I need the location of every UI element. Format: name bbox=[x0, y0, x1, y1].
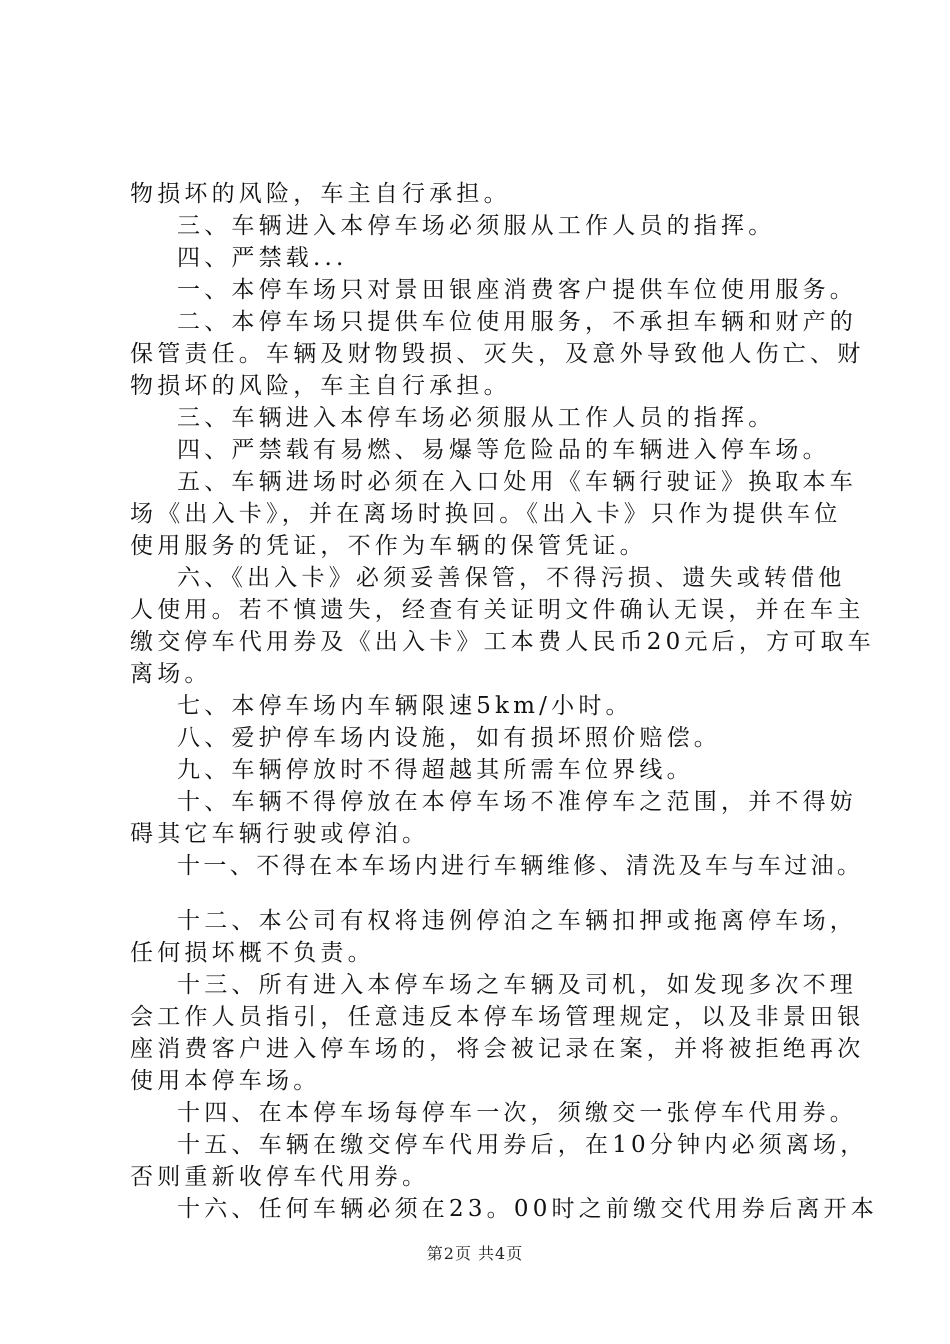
text-line: 缴交停车代用券及《出入卡》工本费人民币20元后，方可取车 bbox=[130, 629, 875, 655]
text-line: 十三、所有进入本停车场之车辆及司机，如发现多次不理 bbox=[177, 972, 857, 998]
text-line: 否则重新收停车代用券。 bbox=[130, 1164, 430, 1190]
text-line: 座消费客户进入停车场的，将会被记录在案，并将被拒绝再次 bbox=[130, 1036, 865, 1062]
text-line: 十二、本公司有权将违例停泊之车辆扣押或拖离停车场， bbox=[177, 908, 857, 934]
text-line: 四、严禁载有易燃、易爆等危险品的车辆进入停车场。 bbox=[177, 437, 830, 463]
text-line: 物损坏的风险，车主自行承担。 bbox=[130, 373, 511, 399]
text-line: 十五、车辆在缴交停车代用券后，在10分钟内必须离场， bbox=[177, 1132, 868, 1158]
text-line: 七、本停车场内车辆限速5km/小时。 bbox=[177, 693, 633, 719]
text-line: 六、《出入卡》必须妥善保管，不得污损、遗失或转借他 bbox=[177, 565, 846, 591]
text-line: 使用本停车场。 bbox=[130, 1068, 321, 1094]
text-line: 碍其它车辆行驶或停泊。 bbox=[130, 821, 430, 847]
text-line: 场《出入卡》，并在离场时换回。《出入卡》只作为提供车位 bbox=[130, 501, 842, 527]
text-line: 九、车辆停放时不得超越其所需车位界线。 bbox=[177, 757, 694, 783]
text-line: 一、本停车场只对景田银座消费客户提供车位使用服务。 bbox=[177, 277, 857, 303]
text-line: 任何损坏概不负责。 bbox=[130, 940, 375, 966]
text-line: 三、车辆进入本停车场必须服从工作人员的指挥。 bbox=[177, 213, 776, 239]
text-line: 十、车辆不得停放在本停车场不准停车之范围，并不得妨 bbox=[177, 789, 857, 815]
text-line: 十四、在本停车场每停车一次，须缴交一张停车代用券。 bbox=[177, 1100, 857, 1126]
text-line: 五、车辆进场时必须在入口处用《车辆行驶证》换取本车 bbox=[177, 469, 857, 495]
text-line: 十一、不得在本车场内进行车辆维修、清洗及车与车过油。 bbox=[177, 853, 864, 879]
text-line: 八、爱护停车场内设施，如有损坏照价赔偿。 bbox=[177, 725, 721, 751]
text-line: 人使用。若不慎遗失，经查有关证明文件确认无误，并在车主 bbox=[130, 597, 865, 623]
text-line: 物损坏的风险，车主自行承担。 bbox=[130, 181, 511, 207]
text-line: 二、本停车场只提供车位使用服务，不承担车辆和财产的 bbox=[177, 309, 857, 335]
text-line: 十六、任何车辆必须在23。00时之前缴交代用券后离开本 bbox=[177, 1196, 878, 1222]
text-line: 会工作人员指引，任意违反本停车场管理规定，以及非景田银 bbox=[130, 1004, 865, 1030]
text-line: 保管责任。车辆及财物毁损、灭失，及意外导致他人伤亡、财 bbox=[130, 341, 865, 367]
page-number-footer: 第2页 共4页 bbox=[426, 1244, 524, 1263]
text-line: 使用服务的凭证，不作为车辆的保管凭证。 bbox=[130, 533, 647, 559]
text-line: 三、车辆进入本停车场必须服从工作人员的指挥。 bbox=[177, 405, 776, 431]
text-line: 四、严禁载... bbox=[177, 245, 348, 271]
text-line: 离场。 bbox=[130, 661, 212, 687]
